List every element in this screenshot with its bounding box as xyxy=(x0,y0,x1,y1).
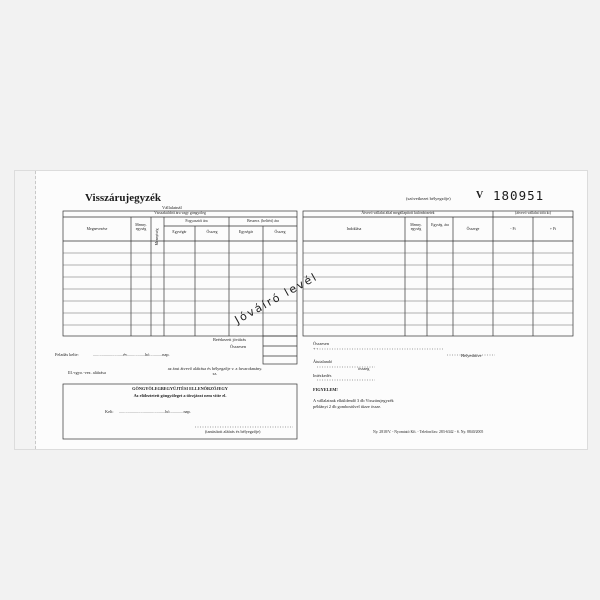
packaging-title: GÖNGYÖLEGBEGYŰJTÉSI ELLENŐRZŐJEGY xyxy=(132,386,228,391)
col-unit-price-2: Egységár xyxy=(238,230,254,234)
signature-label: (tanúsított aláírás és bélyegzője) xyxy=(205,429,261,434)
col-total: Összeg xyxy=(206,230,218,234)
company-label: Vállalatnál xyxy=(162,205,182,210)
left-group-header: Visszaküldött áru vagy göngyöleg xyxy=(154,211,206,215)
in-label: Ill.-rgyo.-vez. aláírása xyxy=(68,370,106,375)
transfer-label: Átutalandó xyxy=(313,359,333,364)
notice-line-1: A vállalatnak elküldendő 3 db Visszárujegyzék xyxy=(313,398,394,403)
credit-note-stamp: Jóváíró levél xyxy=(232,270,321,327)
col-quantity: Mennyiség xyxy=(155,228,160,246)
dispatch-fill: ............................év.................hó............nap. xyxy=(93,352,170,357)
form-title: Visszárujegyzék xyxy=(85,192,161,204)
col-plus: + Ft xyxy=(549,227,557,231)
credit-label: Beérkezett jóváírás xyxy=(213,337,247,342)
col-return-group: Beszerz. (beltéri) ára xyxy=(247,219,279,223)
right-group-header-2: (átvevő vállalat tölti ki) xyxy=(515,211,551,215)
col-total-2: Összeg xyxy=(274,230,286,234)
col-minus: - Ft xyxy=(510,227,516,231)
amount-label: összeg xyxy=(358,366,370,371)
total-right: Összesen xyxy=(313,341,329,346)
col-unit-price-right: Egység. ára xyxy=(431,223,449,227)
notice-line-2: példányt 2 db gombostűvel tűzze össze. xyxy=(313,404,382,409)
corrected-label: Helyesbítve xyxy=(461,353,482,358)
col-total-right: Összege xyxy=(466,227,480,231)
signer-label: az árut átvevő aláírása és bélyegzője v. a fuvarokmány. sz. xyxy=(167,366,263,376)
date-fill: ...........................................hó.............nap. xyxy=(119,409,191,414)
notice-title: FIGYELEM! xyxy=(313,387,338,392)
packaging-line: Az elöleztetett göngyöleget a tőrzjárat nem vitte el. xyxy=(133,393,227,398)
series-prefix: V xyxy=(476,190,484,201)
col-description: Megnevezése xyxy=(86,227,108,231)
col-unit-price: Egységár xyxy=(172,230,187,234)
right-group-header: Átvevő vállalat által megállapított különbözetek xyxy=(361,211,435,215)
date-label: Kelt: xyxy=(105,409,114,414)
action-label: Intézkedés xyxy=(313,373,332,378)
col-reason: Indoklása xyxy=(346,227,362,231)
serial-number: 180951 xyxy=(493,188,545,203)
plus-minus: + - xyxy=(313,346,318,351)
col-unit-right: Menny. egység xyxy=(410,223,422,231)
col-unit: Menny. egység xyxy=(135,223,147,231)
return-form-sheet xyxy=(14,170,588,450)
dispatch-label: Feladás kelte: xyxy=(55,352,79,357)
printer-line: Ny. 2818/V. - Nyomtató Kft. - Telefon/fax: 283-6342 - S. Ny. 8840/2005 xyxy=(373,430,484,434)
stamp-note: (szövetkezet bélyegzője) xyxy=(406,196,451,201)
col-purchase-group: Fogyasztói ára xyxy=(185,219,208,223)
total-label-left: Összesen xyxy=(230,344,246,349)
